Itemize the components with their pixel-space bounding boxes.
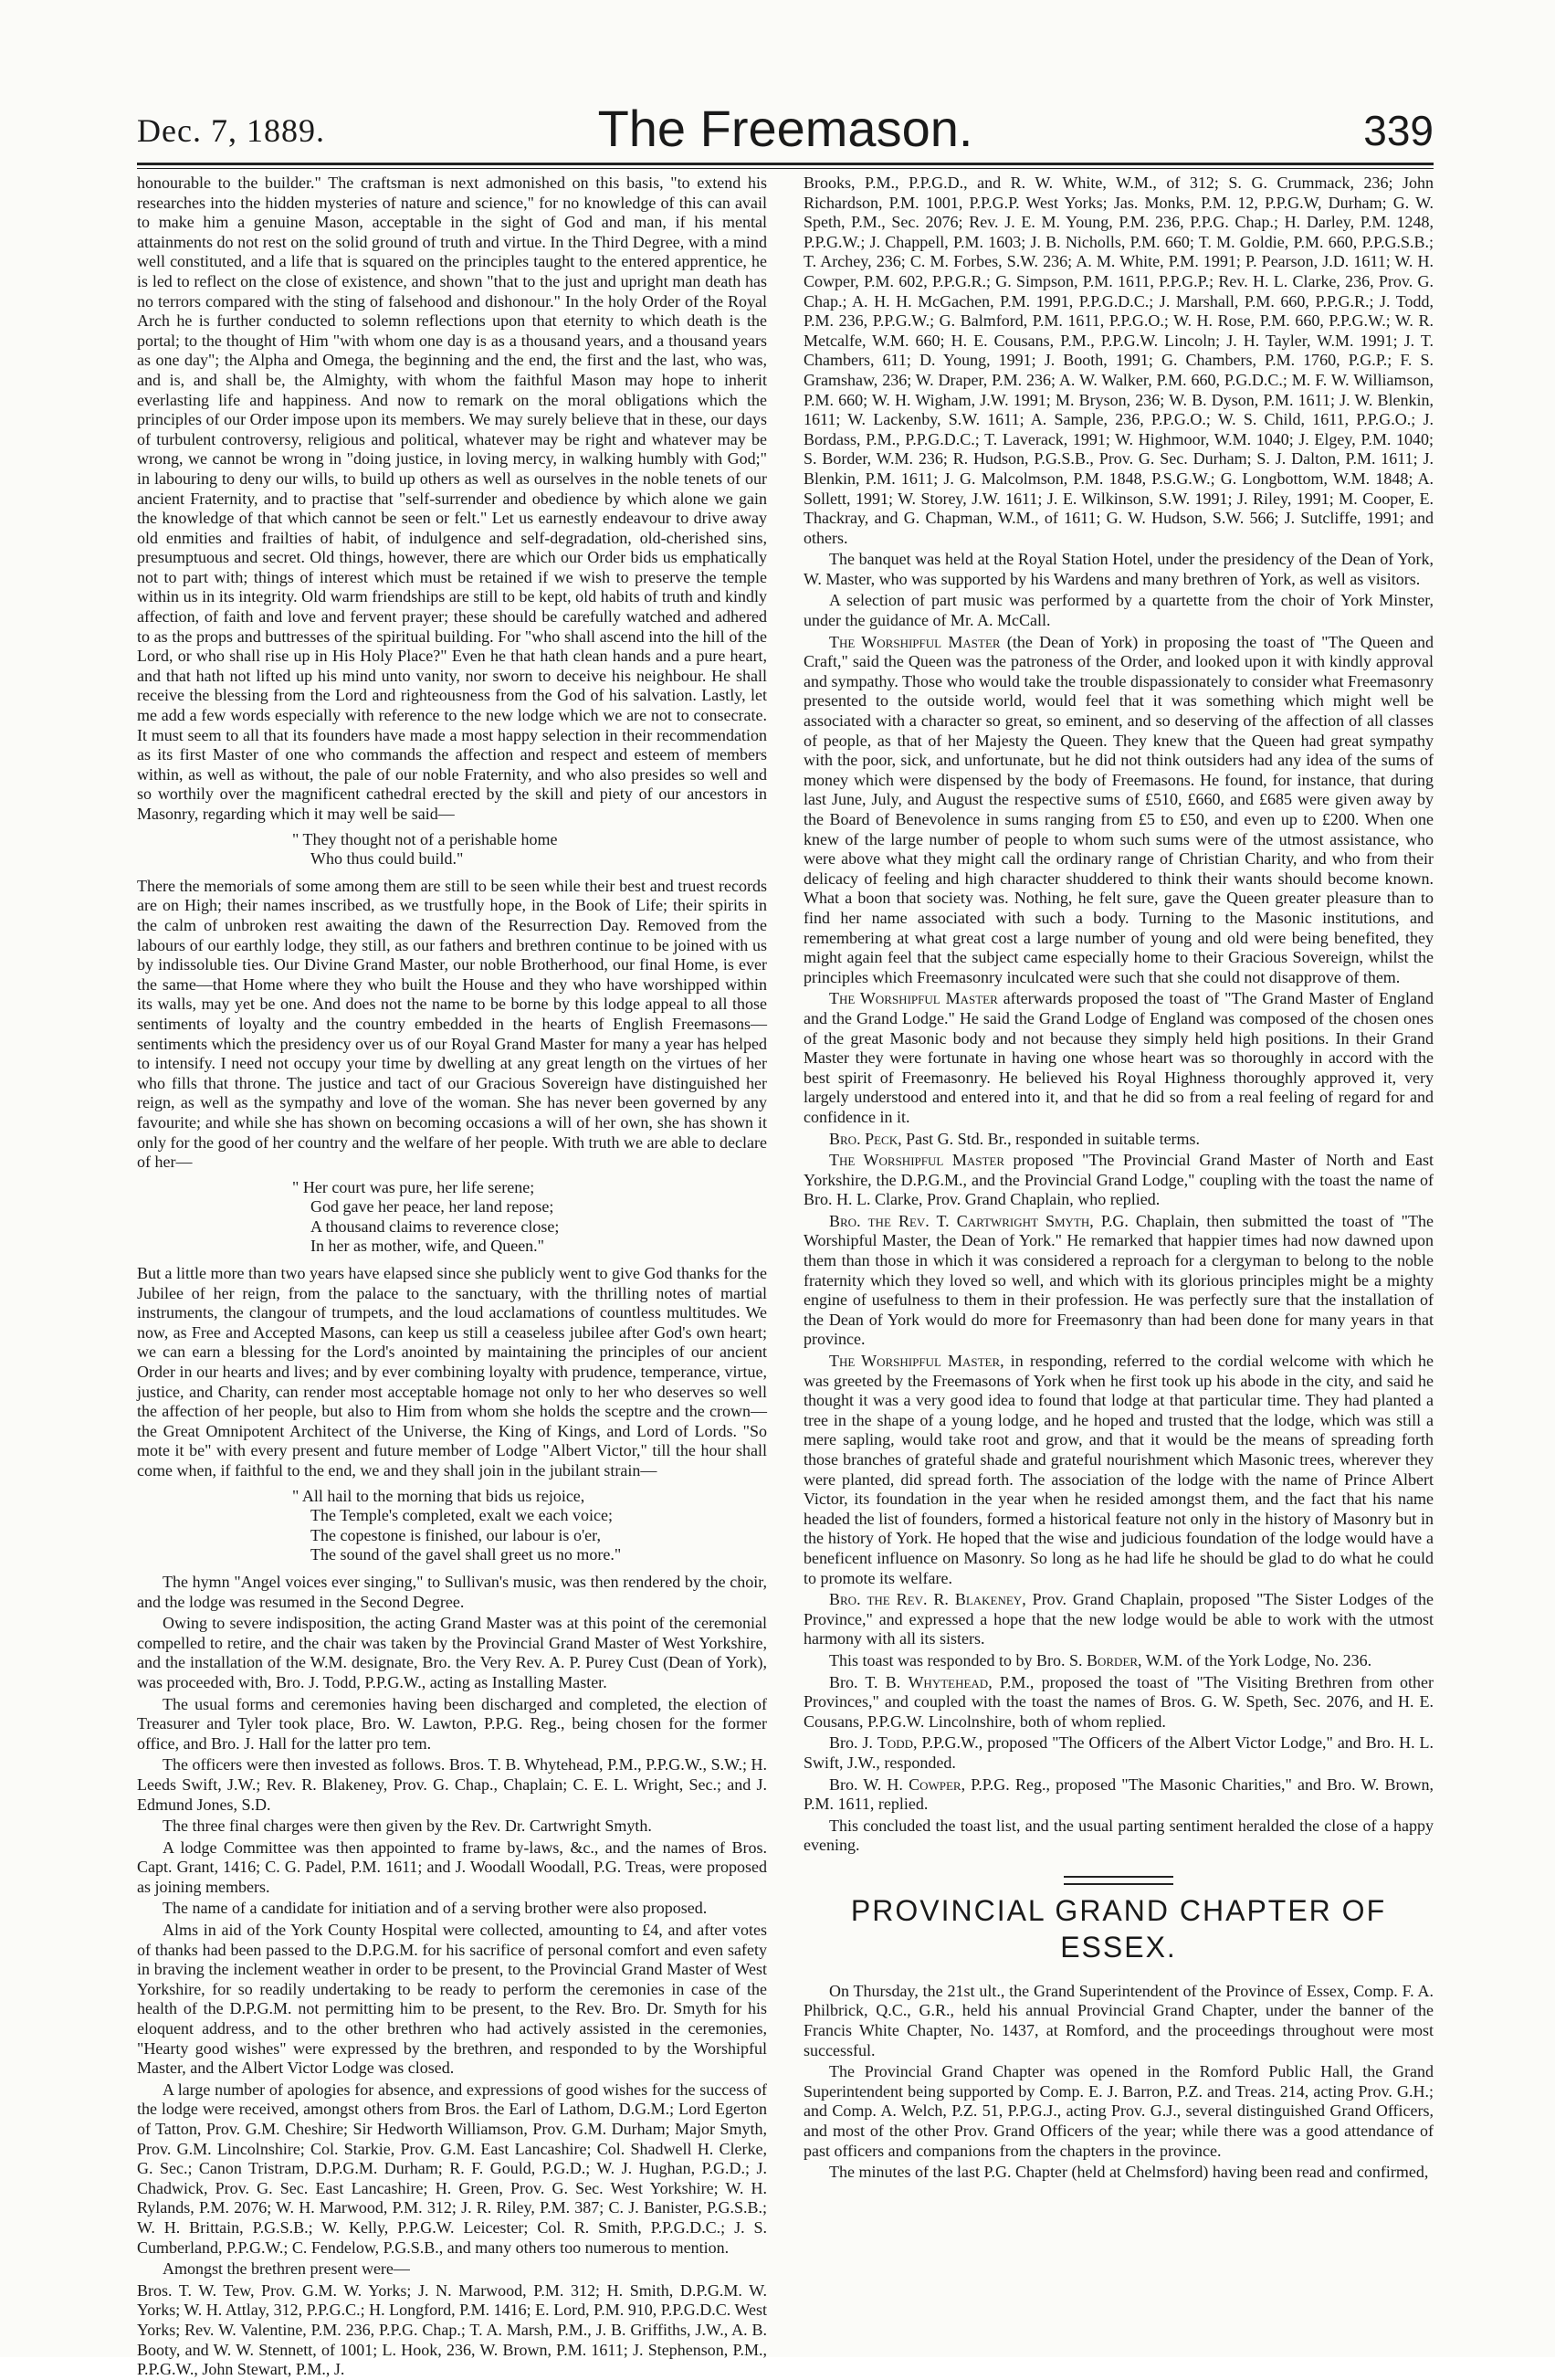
- paragraph-text: P.G. Chaplain, then submitted the toast of "The Worshipful Master, the Dean of York." He remarked that happier times had now dawned upon them than those in which it was considered a reproach for a clergyman to belong to the noble fraternity which they loved so well, and which with its glorious principles might be a mighty engine of usefulness to them in their profession. He was perfectly sure that the installation of the Dean of York would do more for Freemasonry than had been done for many years in that province.: [804, 1211, 1434, 1349]
- paragraph-text: P.P.G. Reg., proposed "The Masonic Charities," and Bro. W. Brown, P.M. 1611, replied.: [804, 1774, 1434, 1814]
- paragraph: [804, 1673, 1434, 1732]
- speaker-name: The Worshipful Master,: [829, 1352, 1004, 1371]
- paragraph: The officers were then invested as follows. Bros. T. B. Whytehead, P.M., P.P.G.W., S.W.; H. Leeds Swift, J.W.; Rev. R. Blakeney, Prov. G. Chap., Chaplain; C. E. L. Wright, Sec.; and J. Edmund Jones, S.D.: [137, 1755, 767, 1814]
- paragraph: The Provincial Grand Chapter was opened in the Romford Public Hall, the Grand Superintendent being supported by Comp. E. J. Barron, P.Z. and Treas. 214, acting Prov. G.H.; and Comp. A. Welch, P.Z. 51, P.P.G.J., acting Prov. G.J., several distinguished Grand Officers, and most of the other Prov. Grand Officers of the year; while there was a good attendance of past officers and companions from the chapters in the province.: [804, 2062, 1434, 2160]
- paragraph-text: Bro. T. B.: [829, 1672, 901, 1691]
- paragraph: [804, 1775, 1434, 1815]
- paragraph: Owing to severe indisposition, the acting Grand Master was at this point of the ceremonial compelled to retire, and the chair was taken by the Provincial Grand Master of West Yorkshire, and the installation of the W.M. designate, Bro. the Very Rev. A. P. Purey Cust (Dean of York), was proceeded with, Bro. J. Todd, P.P.G.W., acting as Installing Master.: [137, 1614, 767, 1691]
- speaker-name: Bro. the Rev. T. Cartwright Smyth,: [829, 1211, 1094, 1230]
- paragraph: But a little more than two years have elapsed since she publicly went to give God thanks for the Jubilee of her reign, from the palace to the sanctuary, with the thrilling notes of martial instruments, the clangour of trumpets, and the loud acclamations of countless multitudes. We now, as Free and Accepted Masons, can keep us still a ceaseless jubilee after God's own heart; we can earn a blessing for the Lord's anointed by maintaining the principles of our ancient Order in our hearts and lives; and by ever combining loyalty with prudence, temperance, virtue, justice, and Charity, can render most acceptable homage not only to her who deserves so well the affection of her people, but also to Him from whom she holds the sceptre and the crown—the Great Omnipotent Architect of the Universe, the King of Kings, and Lord of Lords. "So mote it be" with every present and future member of Lodge "Albert Victor," till the hour shall come when, if faithful to the end, we and they shall join in the jubilant strain—: [137, 1264, 767, 1480]
- speaker-name: Bro. the Rev. R. Blakeney,: [829, 1590, 1026, 1609]
- issue-date: Dec. 7, 1889.: [137, 112, 325, 149]
- paragraph-text: W.M. of the York Lodge, No. 236.: [1145, 1650, 1372, 1669]
- verse-line: " Her court was pure, her life serene;: [292, 1177, 535, 1196]
- speaker-name: The Worshipful Master: [829, 632, 1001, 651]
- paragraph: The hymn "Angel voices ever singing," to Sullivan's music, was then rendered by the choir, and the lodge was resumed in the Second Degree.: [137, 1572, 767, 1611]
- paragraph: [804, 1151, 1434, 1210]
- page-header: [137, 99, 1434, 163]
- header-rule: [137, 163, 1434, 165]
- paragraph: [804, 1651, 1434, 1671]
- paragraph-text: Bro. J.: [829, 1733, 873, 1753]
- paragraph: A lodge Committee was then appointed to frame by-laws, &c., and the names of Bros. Capt. Grant, 1416; C. G. Padel, P.M. 1611; and J. Woodall Woodall, P.G. Treas, were proposed as joining members.: [137, 1838, 767, 1896]
- paragraph: [804, 989, 1434, 1127]
- paragraph: The minutes of the last P.G. Chapter (held at Chelmsford) having been read and confirmed,: [829, 2163, 1429, 2182]
- attendee-list: Bros. T. W. Tew, Prov. G.M. W. Yorks; J. N. Marwood, P.M. 312; H. Smith, D.P.G.M. W. Yorks; W. H. Attlay, 312, P.P.G.C.; H. Longford, P.M. 1416; E. Lord, P.M. 910, P.P.G.D.C. West Yorks; Rev. W. Valentine, P.M. 236, P.P.G. Chap.; T. A. Marsh, P.M., J. B. Griffiths, J.W., A. B. Booty, and W. W. Stennett, of 1001; L. Hook, 236, W. Brown, P.M. 1611; J. Stephenson, P.M., P.P.G.W., John Stewart, P.M., J.: [137, 2280, 767, 2379]
- section-divider: [1064, 1876, 1173, 1885]
- section-heading-line: PROVINCIAL GRAND CHAPTER OF: [850, 1893, 1387, 1927]
- header-rule-thin: [137, 168, 1434, 169]
- paragraph-text: Bro. W. H.: [829, 1774, 903, 1794]
- speaker-name: The Worshipful Master: [829, 1151, 1005, 1170]
- paragraph: [804, 1130, 1434, 1150]
- paragraph: The three final charges were then given by the Rev. Dr. Cartwright Smyth.: [163, 1817, 652, 1836]
- paragraph-text: (the Dean of York) in proposing the toast of "The Queen and Craft," said the Queen was the patroness of the Order, and looked upon it with kindly approval and sympathy. Those who would take the trouble dispassionately to consider what Freemasonry presented to the outside world, would feel that it was something which might well be associated with a character so great, so eminent, and so deserving of the affection of all classes of people, as that of her Majesty the Queen. They knew that the Queen had great sympathy with the poor, sick, and unfortunate, but he did not think outsiders had any idea of the sums of money which were dispensed by the body of Freemasons. He found, for instance, that during last June, July, and August the respective sums of £510, £660, and £685 were given away by the Board of Benevolence in sums ranging from £5 to £50, and even up to £200. When one knew of the large number of people to whom such sums were of the utmost assistance, who were above what they might call the ordinary range of Christian Charity, and who from their delicacy of feeling and high character shuddered to think their wants should become known. What a boon that society was. Nothing, he felt sure, gave the Queen greater pleasure than to find her name associated with such a body. Turning to the Masonic institutions, and remembering at what great cost a large number of young and old were being benefited, they might again feel that the subject came especially home to their Gracious Sovereign, whilst the principles which Freemasonry inculcated were such that she could not disapprove of them.: [804, 632, 1434, 986]
- verse-line: Who thus could build.": [310, 849, 464, 869]
- verse-line: In her as mother, wife, and Queen.": [310, 1237, 545, 1256]
- speaker-name: Cowper,: [909, 1774, 966, 1794]
- verse-line: The sound of the gavel shall greet us no more.": [310, 1545, 622, 1564]
- paragraph: A selection of part music was performed by a quartette from the choir of York Minster, under the guidance of Mr. A. McCall.: [804, 591, 1434, 630]
- verse-quote: [137, 1487, 767, 1565]
- speaker-name: The Worshipful Master: [829, 989, 998, 1008]
- verse-line: A thousand claims to reverence close;: [310, 1216, 560, 1236]
- paragraph: The usual forms and ceremonies having been discharged and completed, the election of Treasurer and Tyler took place, Bro. W. Lawton, P.P.G. Reg., being chosen for the former office, and Bro. J. Hall for the latter pro tem.: [137, 1694, 767, 1753]
- verse-line: " All hail to the morning that bids us rejoice,: [292, 1486, 585, 1505]
- masthead-title: The Freemason.: [597, 100, 973, 157]
- attendee-list-continued: Brooks, P.M., P.P.G.D., and R. W. White, W.M., of 312; S. G. Crummack, 236; John Richardson, P.M. 1001, P.P.G.P. West Yorks; Jas. Monks, P.M. 12, P.P.G.W, Durham; G. W. Speth, P.M., Sec. 2076; Rev. J. E. M. Young, P.M. 236, P.P.G. Chap.; H. Darley, P.M. 1248, P.P.G.W.; J. Chappell, P.M. 1603; J. B. Nicholls, P.M. 660; T. M. Goldie, P.M. 660, P.P.G.S.B.; T. Archey, 236; C. M. Forbes, S.W. 236; A. M. White, P.M. 1991; P. Pearson, J.D. 1611; W. H. Cowper, P.M. 602, P.P.G.R.; G. Simpson, P.M. 1611, P.P.G.P.; Rev. H. L. Clarke, 236, Prov. G. Chap.; A. H. H. McGachen, P.M. 1991, P.P.G.D.C.; J. Marshall, P.M. 660, P.P.G.R.; J. Todd, P.M. 236, P.P.G.W.; G. Balmford, P.M. 1611, P.P.G.O.; W. H. Rose, P.M. 660, P.P.G.W.; W. R. Metcalfe, W.M. 660; H. E. Cousans, P.M., P.P.G.W. Lincoln; J. H. Tayler, W.M. 1991; J. T. Chambers, 611; D. Young, 1991; J. Booth, 1991; G. Chambers, P.M. 1760, P.G.P.; F. S. Gramshaw, 236; W. Draper, P.M. 236; A. W. Walker, P.M. 660, P.G.D.C.; M. F. W. Williamson, P.M. 660; W. H. Wigham, J.W. 1991; M. Bryson, 236; W. B. Dyson, P.M. 1611; J. W. Blenkin, 1611; W. Lackenby, S.W. 1611; A. Sample, 236, P.P.G.O.; W. S. Child, 1611, P.P.G.O.; J. Bordass, P.M., P.P.G.D.C.; T. Laverack, 1991; W. Highmoor, W.M. 1040; J. Elgey, P.M. 1040; S. Border, W.M. 236; R. Hudson, P.G.S.B., Prov. G. Sec. Durham; S. J. Dalton, P.M. 1611; J. Blenkin, P.M. 1611; J. G. Malcolmson, P.M. 1848, P.S.G.W.; G. Longbottom, W.M. 1848; A. Sollett, 1991; W. Storey, J.W. 1611; J. E. Wilkinson, S.W. 1991; J. Riley, 1991; M. Cooper, E. Thackray, and G. Chapman, W.M., of 1611; G. W. Hudson, S.W. 566; J. Sutcliffe, 1991; and others.: [804, 174, 1434, 547]
- paragraph: The name of a candidate for initiation and of a serving brother were also proposed.: [163, 1899, 708, 1918]
- paragraph: A large number of apologies for absence, and expressions of good wishes for the success of the lodge were received, amongst others from Bros. the Earl of Lathom, D.G.M.; Lord Egerton of Tatton, Prov. G.M. Cheshire; Sir Hedworth Williamson, Prov. G.M. Durham; Major Smyth, Prov. G.M. Lincolnshire; Col. Starkie, Prov. G.M. East Lancashire; Col. Shadwell H. Clerke, G. Sec.; Canon Tristram, D.P.G.M. Durham; R. F. Gould, P.G.D.; W. J. Hughan, P.G.D.; J. Chadwick, Prov. G. Sec. East Lancashire; H. Green, Prov. G. Sec. West Yorkshire; W. H. Rylands, P.M. 2076; W. H. Marwood, P.M. 312; J. R. Riley, P.M. 387; C. J. Banister, P.G.S.B.; W. H. Brittain, P.G.S.B.; W. Kelly, P.P.G.W. Leicester; Col. R. Smith, P.P.G.D.C.; J. S. Cumberland, P.P.G.W.; C. Fendelow, P.G.S.B., and many others too numerous to mention.: [137, 2080, 767, 2257]
- paragraph: The banquet was held at the Royal Station Hotel, under the presidency of the Dean of York, W. Master, who was supported by his Wardens and many brethren of York, as well as visitors.: [804, 550, 1434, 588]
- paragraph-text: afterwards proposed the toast of "The Grand Master of England and the Grand Lodge." He said the Grand Lodge of England was composed of the chosen ones of the great Masonic body and not because they simply held high positions. In their Grand Master they were fortunate in having one whose heart was so thoroughly in accord with the best spirit of Freemasonry. He believed his Royal Highness thoroughly approved it, very largely understood and entered into it, and that he did so from a real feeling of regard for and confidence in it.: [804, 989, 1434, 1126]
- verse-line: " They thought not of a perishable home: [292, 829, 558, 848]
- verse-quote: [137, 1178, 767, 1257]
- paragraph-text: proposed "The Provincial Grand Master of North and East Yorkshire, the D.P.G.M., and the Provincial Grand Lodge," coupling with the toast the name of Bro. H. L. Clarke, Prov. Grand Chaplain, who replied.: [804, 1151, 1434, 1209]
- paragraph: Amongst the brethren present were—: [163, 2259, 410, 2279]
- speaker-name: Bro. Peck,: [829, 1129, 902, 1148]
- paragraph: Alms in aid of the York County Hospital were collected, amounting to £4, and after votes of thanks had been passed to the D.P.G.M. for his sacrifice of personal comfort and even safety in braving the inclement weather in order to be present, to the Provincial Grand Master of West Yorkshire, for so readily undertaking to be ready to perform the ceremonies in case of the health of the D.P.G.M. not permitting him to be present, to the Rev. Bro. Dr. Smyth for his eloquent address, and to the other brethren who had actively assisted in the ceremonies, "Hearty good wishes" were expressed by the brethren, and responded to by the Worshipful Master, and the Albert Victor Lodge was closed.: [137, 1921, 767, 2078]
- paragraph: [804, 1590, 1434, 1649]
- paragraph: [804, 1352, 1434, 1588]
- page-number: 339: [1363, 107, 1434, 154]
- verse-line: God gave her peace, her land repose;: [310, 1197, 554, 1216]
- paragraph: honourable to the builder." The craftsman is next admonished on this basis, "to extend his researches into the hidden mysteries of nature and science," for no knowledge of this can avail to make him a genuine Mason, acceptable in the sight of God and man, if his mental attainments do not rest on the solid ground of truth and virtue. In the Third Degree, with a mind well constituted, and a life that is squared on the principles taught to the entered apprentice, he is led to reflect on the close of existence, and shown "that to the just and upright man death has no terrors compared with the sting of falsehood and dishonour." In the holy Order of the Royal Arch he is further conducted to solemn reflections upon that eternity to which death is the portal; to the thought of Him "with whom one day is as a thousand years, and a thousand years as one day"; the Alpha and Omega, the beginning and the end, the first and the last, who was, and is, and shall be, the Almighty, with whom the faithful Mason may hope to inherit everlasting life and happiness. And now to remark on the moral obligations which the principles of our Order impose upon its members. We may surely believe that in these, our days of turbulent controversy, religious and political, whatever may be right and whatever may be wrong, we cannot be wrong in "doing justice, in loving mercy, in walking humbly with God;" in labouring to deny our wills, to build up others as well as ourselves in the noble tenets of our ancient Fraternity, and to practise that "self-surrender and obedience by which alone we gain the knowledge of that which cannot be seen or felt." Let us earnestly endeavour to drive away old enmities and frailties of habit, of indulgence and self-degradation, old-cherished sins, presumptuous and secret. Old things, however, there are which our Order bids us emphatically not to part with; things of interest which must be retained if we wish to preserve the temple within us in its integrity. Old warm friendships are still to be kept, old habits of truth and kindly affection, of faith and love and fervent prayer; these should be carefully watched and adhered to as the props and buttresses of the spiritual building. For "who shall ascend into the hill of the Lord, or who shall rise up in His Holy Place?" Even he that hath clean hands and a pure heart, and that hath not lifted up his mind unto vanity, nor sworn to deceive his neighbour. He shall receive the blessing from the Lord and righteousness from the God of his salvation. Lastly, let me add a few words especially with reference to the new lodge which we are not to consecrate. It must seem to all that its founders have made a most happy selection in their recommendation as its first Master of one who commands the affection and respect and esteem of members within, as well as without, the pale of our noble Fraternity, and who also presides so well and so worthily over the magnificent cathedral erected by the skill and piety of our ancestors in Masonry, regarding which it may well be said—: [137, 174, 767, 823]
- verse-line: The Temple's completed, exalt we each voice;: [310, 1506, 614, 1525]
- paragraph-text: P.M., proposed the toast of "The Visiting Brethren from other Provinces," and coupled with the toast the names of Bros. G. W. Speth, Sec. 2076, and H. E. Cousans, P.P.G.W. Lincolnshire, both of whom replied.: [804, 1672, 1434, 1731]
- verse-quote: [137, 830, 767, 869]
- right-column: [804, 174, 1434, 2329]
- paragraph: [804, 633, 1434, 988]
- paragraph-text: P.P.G.W., proposed "The Officers of the Albert Victor Lodge," and Bro. H. L. Swift, J.W., responded.: [804, 1733, 1434, 1772]
- paragraph: On Thursday, the 21st ult., the Grand Superintendent of the Province of Essex, Comp. F. A. Philbrick, Q.C., G.R., held his annual Provincial Grand Chapter, under the banner of the Francis White Chapter, No. 1437, at Romford, and the proceedings throughout were most successful.: [804, 1981, 1434, 2059]
- paragraph: This concluded the toast list, and the usual parting sentiment heralded the close of a happy evening.: [804, 1816, 1434, 1855]
- section-heading-line: ESSEX.: [1060, 1930, 1177, 1964]
- speaker-name: Whytehead,: [908, 1672, 993, 1691]
- paragraph: There the memorials of some among them are still to be seen while their best and truest records are on High; their names inscribed, as we trustfully hope, in the Book of Life; their spirits in the calm of unbroken rest awaiting the dawn of the Resurrection Day. Removed from the labours of our earthly lodge, they still, as our fathers and brethren continue to be joined with us by indissoluble ties. Our Divine Grand Master, our noble Brotherhood, our final Home, is ever the same—that Home where they who built the House and they who have worshipped within its walls, may yet be one. And does not the name to be borne by this lodge appeal to all those sentiments of loyalty and the country embedded in the hearts of English Freemasons—sentiments which the presidency over us of our Royal Grand Master for many a year has helped to intensify. I need not occupy your time by dwelling at any great length on the virtues of her who fills that throne. The justice and tact of our Gracious Sovereign have distinguished her reign, as well as the sympathy and love of the woman. She has never been governed by any favourite; and while she has shown on becoming occasions a will of her own, she has shown it only for the good of her country and the welfare of her people. With truth we are able to declare of her—: [137, 876, 767, 1172]
- paragraph-text: Prov. Grand Chaplain, proposed "The Sister Lodges of the Province," and expressed a hope that the new lodge would be able to work with the utmost harmony with all its sisters.: [804, 1590, 1434, 1648]
- speaker-name: Todd,: [877, 1733, 918, 1753]
- verse-line: The copestone is finished, our labour is o'er,: [310, 1525, 601, 1544]
- left-column: [137, 174, 767, 2379]
- paragraph-text: Past G. Std. Br., responded in suitable terms.: [906, 1129, 1201, 1148]
- speaker-name: Border,: [1086, 1650, 1142, 1669]
- paragraph: [804, 1212, 1434, 1350]
- section-heading: [804, 1892, 1434, 1965]
- paragraph-text: This toast was responded to by Bro. S.: [829, 1650, 1083, 1669]
- paragraph: [804, 1733, 1434, 1773]
- paragraph-text: in responding, referred to the cordial welcome with which he was greeted by the Freemasons of York when he first took up his abode in the city, and said he thought it was a very good idea to found that lodge at that particular time. They had planted a tree in the shape of a young lodge, and he hoped and trusted that the lodge, which was still a mere sapling, would take root and grow, and that it would be the means of spreading forth those branches of grateful shade and grateful nourishment which Masonic trees, wherever they were planted, did spread forth. The association of the lodge with the name of Prince Albert Victor, its foundation in the year when he resided amongst them, and the fact that his name headed the list of founders, formed a historical feature not only in the history of Masonry but in the history of York. He hoped that the wise and judicious foundation of the lodge would have a beneficent influence on Masonry. So long as he had life he should be glad to do what he could to promote its welfare.: [804, 1352, 1434, 1587]
